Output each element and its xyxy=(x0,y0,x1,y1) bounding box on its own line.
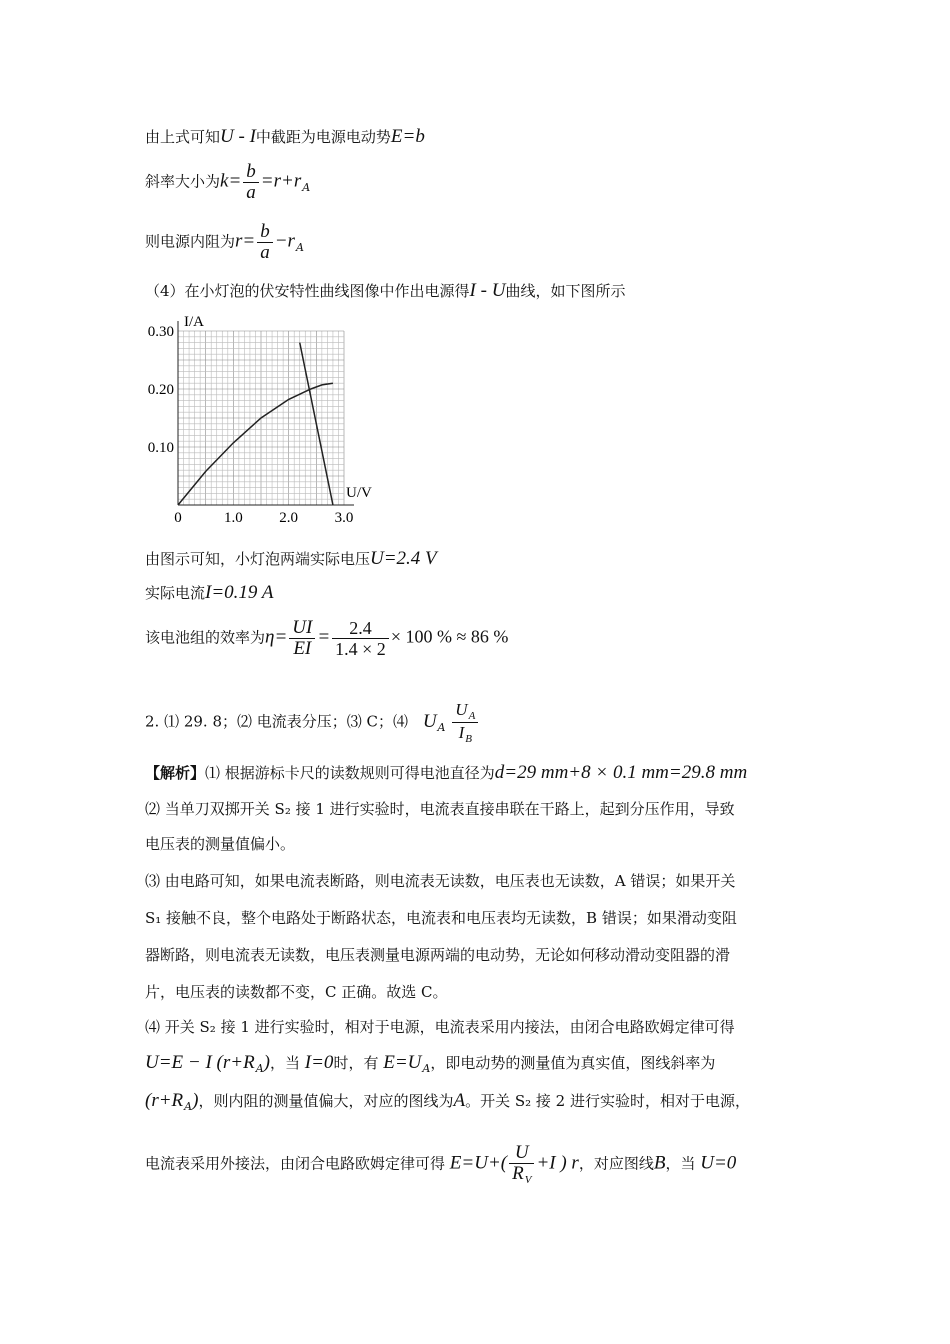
text: 电压表的测量值偏小。 xyxy=(145,835,296,853)
text: ，即电动势的测量值为真实值，图线斜率为 xyxy=(430,1054,716,1072)
analysis-label: 【解析】 xyxy=(145,764,206,782)
math: k= xyxy=(220,170,242,192)
denominator: a xyxy=(246,182,256,203)
text: 电流表采用外接法，由闭合电路欧姆定律可得 xyxy=(145,1154,446,1173)
analysis-line-9 xyxy=(145,1052,715,1076)
text: 该电池组的效率为 xyxy=(145,628,266,647)
text: ，则内阻的测量值偏大，对应的图线为 xyxy=(198,1092,454,1110)
math: A xyxy=(453,1090,466,1111)
x-tick-label: 1.0 xyxy=(223,510,243,526)
math: I=0.19 A xyxy=(205,582,274,603)
subscript: A xyxy=(422,1062,431,1075)
text: 。开关 S₂ 接 2 进行实验时，相对于电源， xyxy=(465,1092,750,1110)
subscript: A xyxy=(255,1062,264,1075)
text: ⑶ 由电路可知，如果电流表断路，则电流表无读数，电压表也无读数，A 错误；如果开关 xyxy=(145,872,736,890)
numerator: U xyxy=(509,1143,534,1164)
denominator xyxy=(509,1164,534,1186)
text: ，当 xyxy=(665,1154,696,1173)
x-tick-label: 0 xyxy=(174,510,182,526)
math: U=2.4 V xyxy=(370,548,437,569)
analysis-line-10 xyxy=(145,1090,750,1114)
text: 斜率大小为 xyxy=(145,172,221,191)
x-axis-label: U/V xyxy=(346,485,372,501)
denominator: EI xyxy=(293,638,312,659)
text: 中截距为电源电动势 xyxy=(255,128,391,146)
fraction xyxy=(452,700,478,745)
y-tick-label: 0.20 xyxy=(147,382,174,398)
subscript: A xyxy=(302,180,311,194)
math: I - U xyxy=(469,280,506,301)
math: B xyxy=(653,1152,666,1174)
analysis-line-11 xyxy=(145,1143,736,1186)
text: （4）在小灯泡的伏安特性曲线图像中作出电源得 xyxy=(145,282,470,300)
fraction xyxy=(257,222,273,263)
analysis-line-1 xyxy=(145,762,747,784)
math: (r+R xyxy=(145,1090,184,1111)
text: 曲线，如下图所示 xyxy=(505,282,626,300)
derivation-line-2 xyxy=(145,162,310,203)
math: I xyxy=(458,723,465,742)
x-tick-label: 3.0 xyxy=(334,510,354,526)
math: U xyxy=(455,700,468,719)
math: =r+r xyxy=(260,170,302,192)
math: × 100 % ≈ 86 % xyxy=(390,626,509,647)
y-axis-label: I/A xyxy=(184,314,204,330)
numerator xyxy=(452,700,478,723)
text: ⑴ 根据游标卡尺的读数规则可得电池直径为 xyxy=(205,764,495,782)
subscript: V xyxy=(524,1174,532,1186)
math: d=29 mm+8 × 0.1 mm=29.8 mm xyxy=(494,762,748,783)
analysis-line-5 xyxy=(145,907,737,929)
text: ，当 xyxy=(269,1054,300,1072)
math: η= xyxy=(265,626,288,648)
analysis-line-3 xyxy=(145,833,295,855)
text: ⑷ 开关 S₂ 接 1 进行实验时，相对于电源，电流表采用内接法，由闭合电路欧姆定律可得 xyxy=(145,1018,735,1036)
iu-chart xyxy=(140,308,380,533)
analysis-line-8 xyxy=(145,1016,735,1038)
text: 器断路，则电流表无读数，电压表测量电源两端的电动势，无论如何移动滑动变阻器的滑 xyxy=(145,946,731,964)
text: ，对应图线 xyxy=(578,1154,654,1173)
denominator: a xyxy=(260,242,270,263)
math: E=U+( xyxy=(449,1152,508,1174)
text: 2. ⑴ 29. 8；⑵ 电流表分压；⑶ C；⑷ xyxy=(145,712,409,731)
result-line-1 xyxy=(145,548,437,570)
numerator: 2.4 xyxy=(332,618,389,639)
result-line-2 xyxy=(145,582,273,604)
text: S₁ 接触不良，整个电路处于断路状态，电流表和电压表均无读数，B 错误；如果滑动变阻 xyxy=(145,909,737,927)
math: U xyxy=(422,710,437,732)
text: 片，电压表的读数都不变，C 正确。故选 C。 xyxy=(145,983,448,1001)
derivation-line-3 xyxy=(145,222,304,263)
math: E=U xyxy=(383,1052,422,1073)
answer-line xyxy=(145,700,480,745)
math: ) xyxy=(192,1090,199,1111)
subscript: A xyxy=(295,240,304,254)
denominator: 1.4 × 2 xyxy=(335,639,386,659)
text: 时，有 xyxy=(333,1054,379,1072)
analysis-line-6 xyxy=(145,944,730,966)
fraction xyxy=(332,618,389,659)
analysis-line-7 xyxy=(145,981,448,1003)
math: r= xyxy=(235,230,256,252)
subscript: A xyxy=(437,720,446,734)
numerator: b xyxy=(257,222,273,243)
text: 由图示可知，小灯泡两端实际电压 xyxy=(145,550,371,568)
math: U=E − I (r+R xyxy=(145,1052,255,1073)
x-tick-label: 2.0 xyxy=(279,510,299,526)
y-tick-label: 0.10 xyxy=(147,440,174,456)
math: −r xyxy=(274,230,295,252)
fraction xyxy=(243,162,259,203)
fraction xyxy=(509,1143,534,1186)
math: E=b xyxy=(390,126,425,147)
math: I=0 xyxy=(304,1052,334,1073)
numerator: b xyxy=(243,162,259,183)
text: ⑵ 当单刀双掷开关 S₂ 接 1 进行实验时，电流表直接串联在干路上，起到分压作用，导致 xyxy=(145,800,735,818)
fraction xyxy=(289,618,315,659)
text: 则电源内阻为 xyxy=(145,232,236,251)
analysis-line-4 xyxy=(145,870,735,892)
analysis-line-2 xyxy=(145,798,735,820)
denominator xyxy=(452,723,478,745)
derivation-line-4 xyxy=(145,280,625,302)
math: U - I xyxy=(220,126,256,147)
subscript: A xyxy=(468,710,476,722)
y-tick-label: 0.30 xyxy=(147,324,174,340)
text: 由上式可知 xyxy=(145,128,221,146)
subscript: A xyxy=(184,1100,193,1113)
math: ) xyxy=(263,1052,270,1073)
math: R xyxy=(512,1163,524,1184)
numerator: UI xyxy=(289,618,315,639)
math: = xyxy=(317,626,331,648)
result-line-3 xyxy=(145,618,508,659)
math: +I ) r xyxy=(536,1152,579,1174)
math: U=0 xyxy=(700,1152,737,1174)
derivation-line-1 xyxy=(145,126,425,148)
subscript: B xyxy=(465,733,472,745)
text: 实际电流 xyxy=(145,584,206,602)
